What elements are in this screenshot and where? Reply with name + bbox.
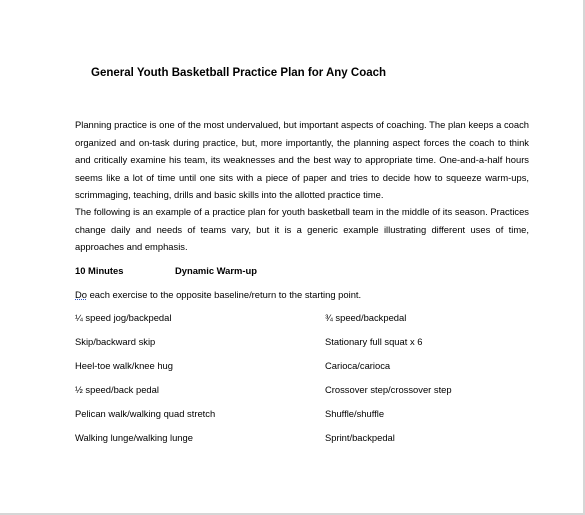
example-paragraph: The following is an example of a practice plan for youth basketball team in the middle of its season. Practices change daily and needs of teams vary, but it is a generic example illustrating different uses of time, approaches and emphasis. — [75, 206, 529, 252]
drill-right-2: Stationary full squat x 6 — [325, 336, 423, 347]
drill-left-5: Pelican walk/walking quad stretch — [75, 408, 216, 419]
section-duration: 10 Minutes — [75, 265, 124, 276]
drill-left-2: Skip/backward skip — [75, 336, 156, 347]
drill-right-6: Sprint/backpedal — [325, 432, 395, 443]
instruction-text: each exercise to the opposite baseline/return to the starting point. — [86, 289, 362, 300]
drill-left-3: Heel-toe walk/knee hug — [75, 360, 173, 371]
section-instruction — [75, 289, 361, 301]
drill-left-6: Walking lunge/walking lunge — [75, 432, 193, 443]
intro-paragraph: Planning practice is one of the most undervalued, but important aspects of coaching. The plan keeps a coach organized and on-task during practice, but, more importantly, the planning aspect forces the coach to think and critically examine his team, its weaknesses and the best way to appropriate time. One-and-a-half hours seems like a lot of time until one sits with a piece of paper and tries to decide how to squeeze warm-ups, scrimmaging, teaching, drills and basic skills into the allotted practice time. — [75, 119, 529, 200]
instruction-first-word: Do — [75, 289, 87, 300]
document-title: General Youth Basketball Practice Plan for Any Coach — [91, 67, 387, 79]
drill-left-4: ½ speed/back pedal — [75, 384, 159, 395]
drill-right-1: ¾ speed/backpedal — [325, 312, 407, 323]
drill-right-4: Crossover step/crossover step — [325, 384, 452, 395]
drill-right-5: Shuffle/shuffle — [325, 408, 385, 419]
drill-left-1: ¼ speed jog/backpedal — [75, 312, 172, 323]
section-name: Dynamic Warm-up — [175, 265, 257, 276]
drill-right-3: Carioca/carioca — [325, 360, 391, 371]
